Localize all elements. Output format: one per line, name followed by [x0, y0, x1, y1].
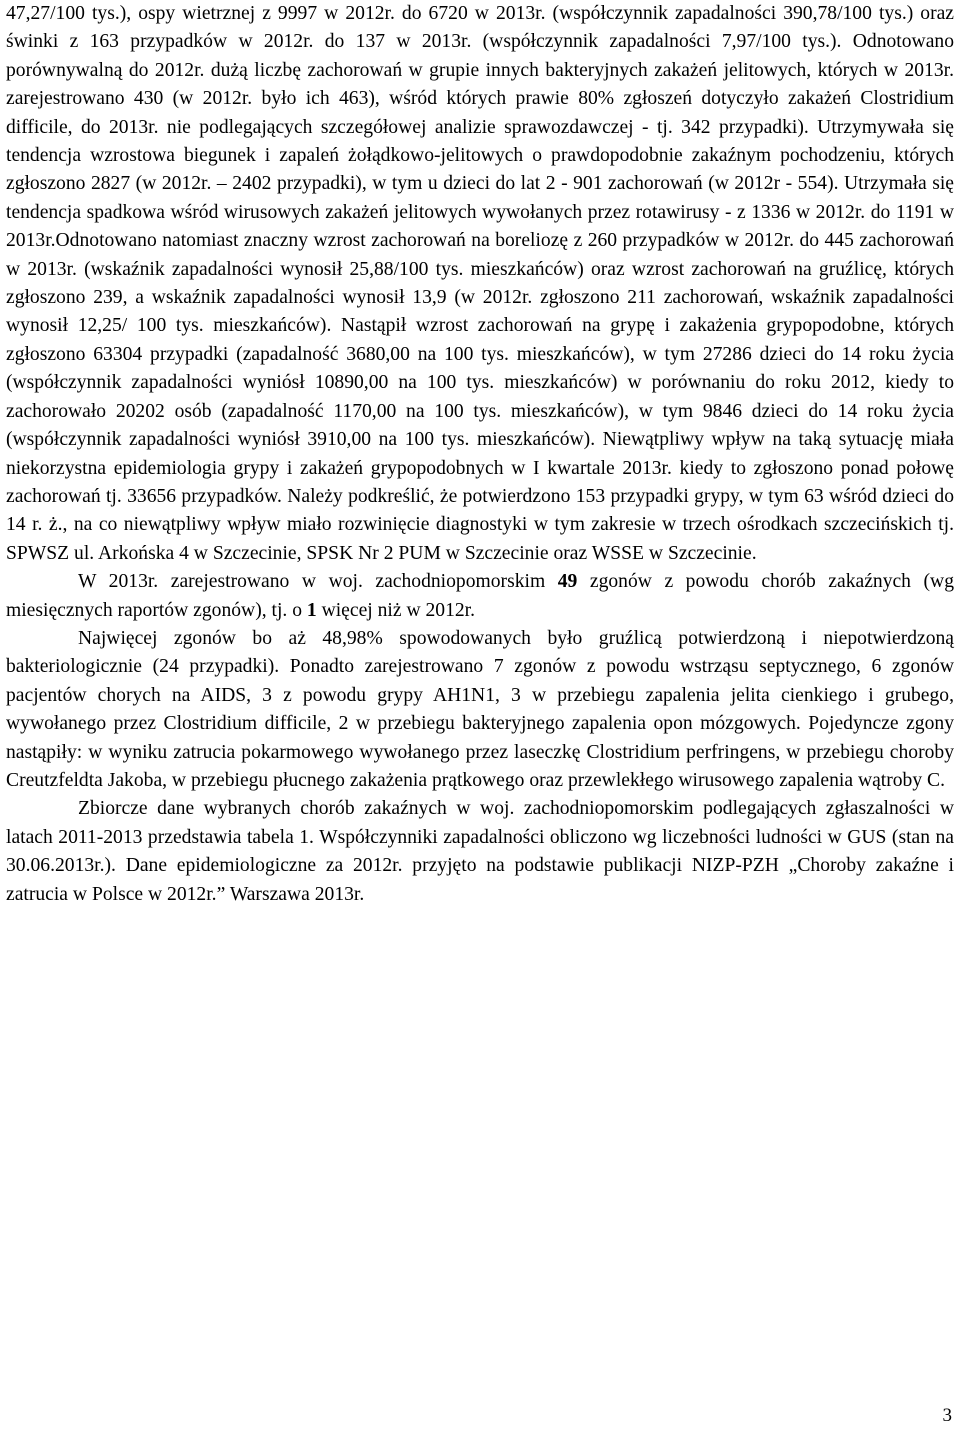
- document-page: [6, 0, 954, 909]
- paragraph-2: [6, 568, 954, 625]
- paragraph-4: [6, 795, 954, 909]
- page-number: 3: [942, 1405, 952, 1426]
- paragraph-2-bold-diff: 1: [306, 599, 317, 621]
- paragraph-2-text-c: więcej niż w 2012r.: [316, 599, 476, 621]
- paragraph-2-bold-count: 49: [557, 571, 578, 593]
- paragraph-4-text: Zbiorcze dane wybranych chorób zakaźnych w woj. zachodniopomorskim podlegających zgłaszalności w latach 2011-2013 przedstawia tabela 1. Współczynniki zapadalności obliczono wg liczebności ludności w GUS (stan na 30.06.2013r.). Dane epidemiologiczne za 2012r. przyjęto na podstawie publikacji NIZP-PZH „Choroby zakaźne i zatrucia w Polsce w 2012r.” Warszawa 2013r.: [6, 798, 954, 905]
- paragraph-1-text: 47,27/100 tys.), ospy wietrznej z 9997 w 2012r. do 6720 w 2013r. (współczynnik zapadalności 390,78/100 tys.) oraz świnki z 163 przypadków w 2012r. do 137 w 2013r. (współczynnik zapadalności 7,97/100 tys.). Odnotowano porównywalną do 2012r. dużą liczbę zachorowań w grupie innych bakteryjnych zakażeń jelitowych, których w 2013r. zarejestrowano 430 (w 2012r. było ich 463), wśród których prawie 80% zgłoszeń dotyczyło zakażeń Clostridium difficile, do 2013r. nie podlegających szczegółowej analizie sprawozdawczej - tj. 342 przypadki). Utrzymywała się tendencja wzrostowa biegunek i zapaleń żołądkowo-jelitowych o prawdopodobnie zakaźnym pochodzeniu, których zgłoszono 2827 (w 2012r. – 2402 przypadki), w tym u dzieci do lat 2 - 901 zachorowań (w 2012r - 554). Utrzymała się tendencja spadkowa wśród wirusowych zakażeń jelitowych wywołanych przez rotawirusy - z 1336 w 2012r. do 1191 w 2013r.Odnotowano natomiast znaczny wzrost zachorowań na boreliozę z 260 przypadków w 2012r. do 445 zachorowań w 2013r. (wskaźnik zapadalności wynosił 25,88/100 tys. mieszkańców) oraz wzrost zachorowań na gruźlicę, których zgłoszono 239, a wskaźnik zapadalności wynosił 13,9 (w 2012r. zgłoszono 211 zachorowań, wskaźnik zapadalności wynosił 12,25/ 100 tys. mieszkańców). Nastąpił wzrost zachorowań na grypę i zakażenia grypopodobne, których zgłoszono 63304 przypadki (zapadalność 3680,00 na 100 tys. mieszkańców), w tym 27286 dzieci do 14 roku życia (współczynnik zapadalności wyniósł 10890,00 na 100 tys. mieszkańców) w porównaniu do roku 2012, kiedy to zachorowało 20202 osób (zapadalność 1170,00 na 100 tys. mieszkańców), w tym 9846 dzieci do 14 roku życia (współczynnik zapadalności wyniósł 3910,00 na 100 tys. mieszkańców). Niewątpliwy wpływ na taką sytuację miała niekorzystna epidemiologia grypy i zakażeń grypopodobnych w I kwartale 2013r. kiedy to zgłoszono ponad połowę zachorowań tj. 33656 przypadków. Należy podkreślić, że potwierdzono 153 przypadki grypy, w tym 63 wśród dzieci do 14 r. ż., na co niewątpliwy wpływ miało rozwinięcie diagnostyki w tym zakresie w trzech ośrodkach szczecińskich tj. SPWSZ ul. Arkońska 4 w Szczecinie, SPSK Nr 2 PUM w Szczecinie oraz WSSE w Szczecinie.: [6, 3, 954, 564]
- paragraph-3: [6, 625, 954, 795]
- paragraph-3-text: Najwięcej zgonów bo aż 48,98% spowodowanych było gruźlicą potwierdzoną i niepotwierdzoną bakteriologicznie (24 przypadki). Ponadto zarejestrowano 7 zgonów z powodu wstrząsu septycznego, 6 zgonów pacjentów chorych na AIDS, 3 z powodu grypy AH1N1, 3 w przebiegu zapalenia jelita cienkiego i grubego, wywołanego przez Clostridium difficile, 2 w przebiegu bakteryjnego zapalenia opon mózgowych. Pojedyncze zgony nastąpiły: w wyniku zatrucia pokarmowego wywołanego przez laseczkę Clostridium perfringens, w przebiegu choroby Creutzfeldta Jakoba, w przebiegu płucnego zakażenia prątkowego oraz przewlekłego wirusowego zapalenia wątroby C.: [6, 627, 954, 791]
- paragraph-2-text-b: zgonów z powodu chorób zakaźnych (wg miesięcznych raportów zgonów), tj. o: [6, 571, 954, 621]
- paragraph-2-text-a: W 2013r. zarejestrowano w woj. zachodniopomorskim: [78, 571, 558, 593]
- paragraph-1: [6, 0, 954, 568]
